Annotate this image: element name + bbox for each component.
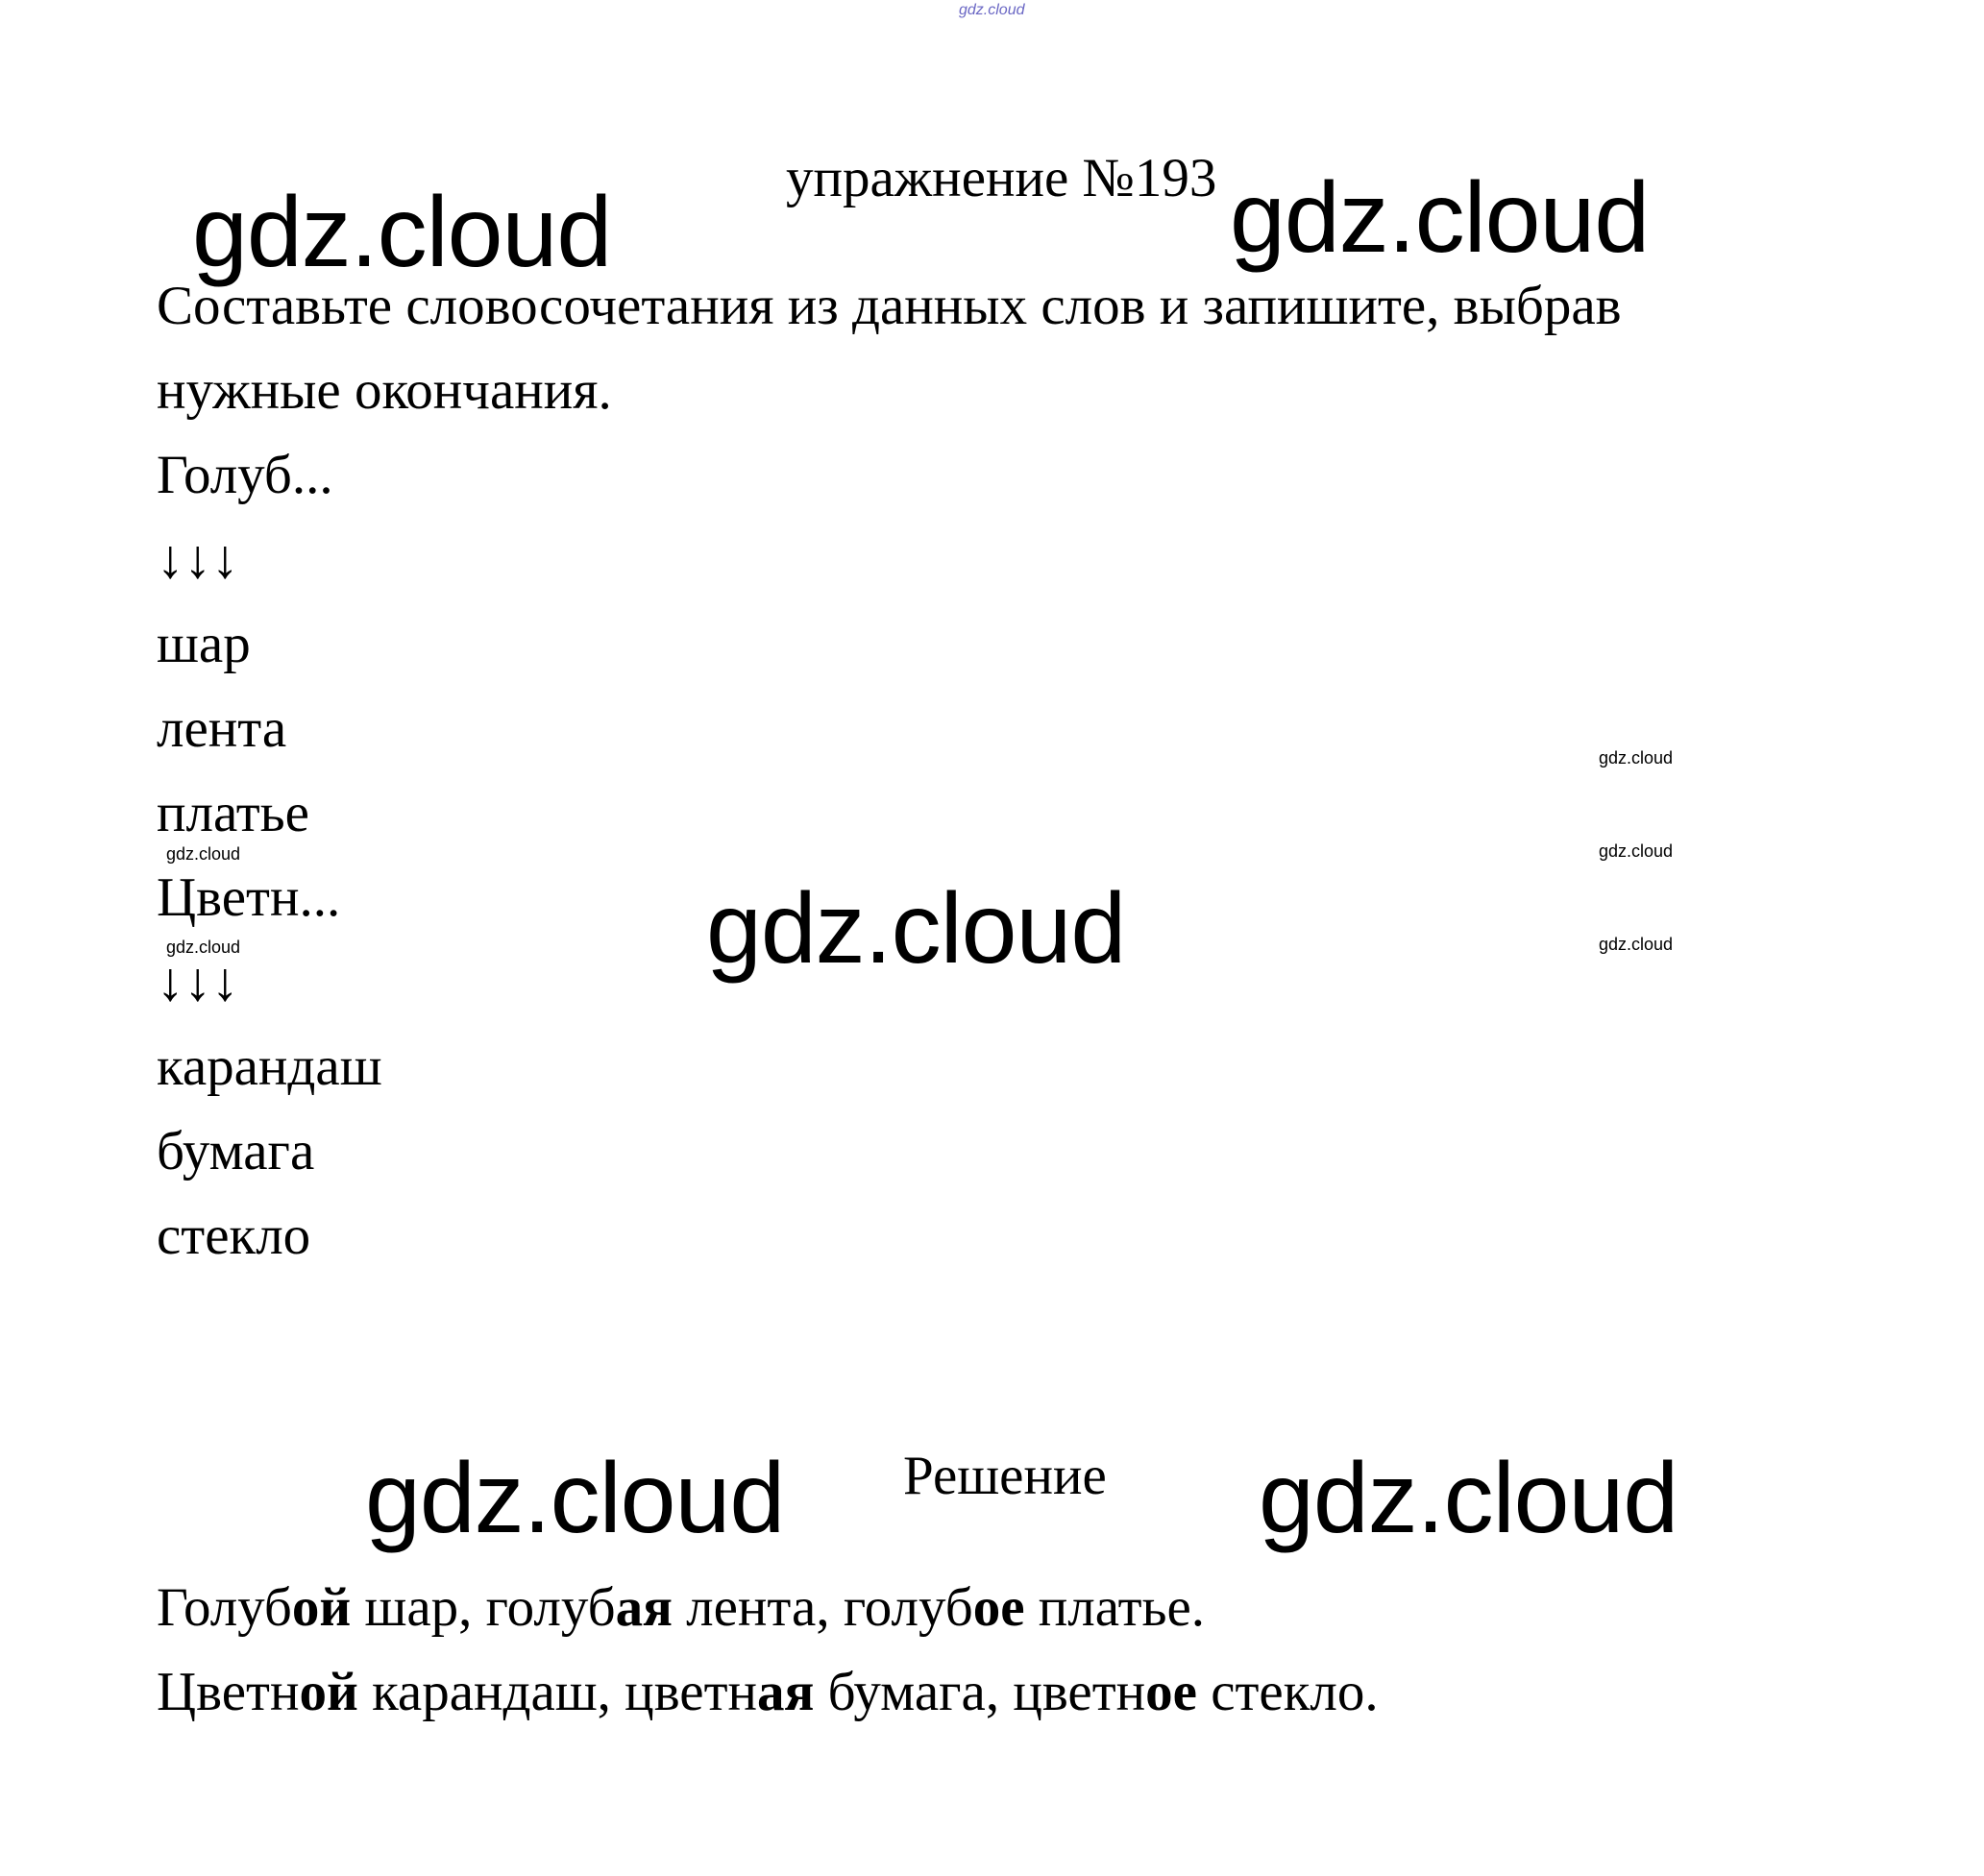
watermark-large: gdz.cloud [1230,162,1650,274]
group2-adjective: Цветн... [157,867,341,928]
task-text-line-1: Составьте словосочетания из данных слов и запишите, выбрав [157,276,1622,336]
text-segment: платье. [1024,1577,1206,1638]
exercise-title: упражнение №193 [786,148,1217,208]
ending-bold: ое [972,1577,1025,1638]
ending-bold: ое [1145,1662,1197,1722]
group1-noun: шар [157,614,251,674]
group1-noun: лента [157,698,287,759]
text-segment: Голуб [157,1577,292,1638]
watermark-small: gdz.cloud [1599,748,1674,767]
group1-arrows: ↓↓↓ [157,529,239,590]
ending-bold: ая [756,1662,815,1722]
ending-bold: ой [291,1577,352,1638]
text-segment: карандаш, цветн [357,1662,757,1722]
watermark-small: gdz.cloud [166,938,241,957]
task-text-line-2: нужные окончания. [157,360,612,421]
watermark-large: gdz.cloud [706,873,1126,985]
solution-title: Решение [903,1446,1107,1506]
group2-noun: карандаш [157,1036,382,1097]
watermark-small: gdz.cloud [1599,935,1674,954]
group2-arrows: ↓↓↓ [157,952,239,1012]
solution-line-1 [157,1577,1206,1638]
text-segment: Цветн [157,1662,300,1722]
watermark-small: gdz.cloud [166,844,241,864]
watermark-large: gdz.cloud [365,1443,785,1554]
ending-bold: ой [299,1662,358,1722]
solution-line-2 [157,1662,1379,1722]
group1-noun: платье [157,783,309,843]
watermark-small: gdz.cloud [1599,841,1674,861]
text-segment: лента, голуб [672,1577,973,1638]
watermark-large: gdz.cloud [1259,1443,1678,1554]
text-segment: стекло. [1196,1662,1379,1722]
group1-adjective: Голуб... [157,445,333,505]
text-segment: шар, голуб [351,1577,616,1638]
group2-noun: бумага [157,1121,315,1182]
group2-noun: стекло [157,1206,311,1266]
watermark-large: gdz.cloud [192,177,612,288]
text-segment: бумага, цветн [814,1662,1146,1722]
watermark-top: gdz.cloud [959,2,1025,18]
ending-bold: ая [615,1577,673,1638]
